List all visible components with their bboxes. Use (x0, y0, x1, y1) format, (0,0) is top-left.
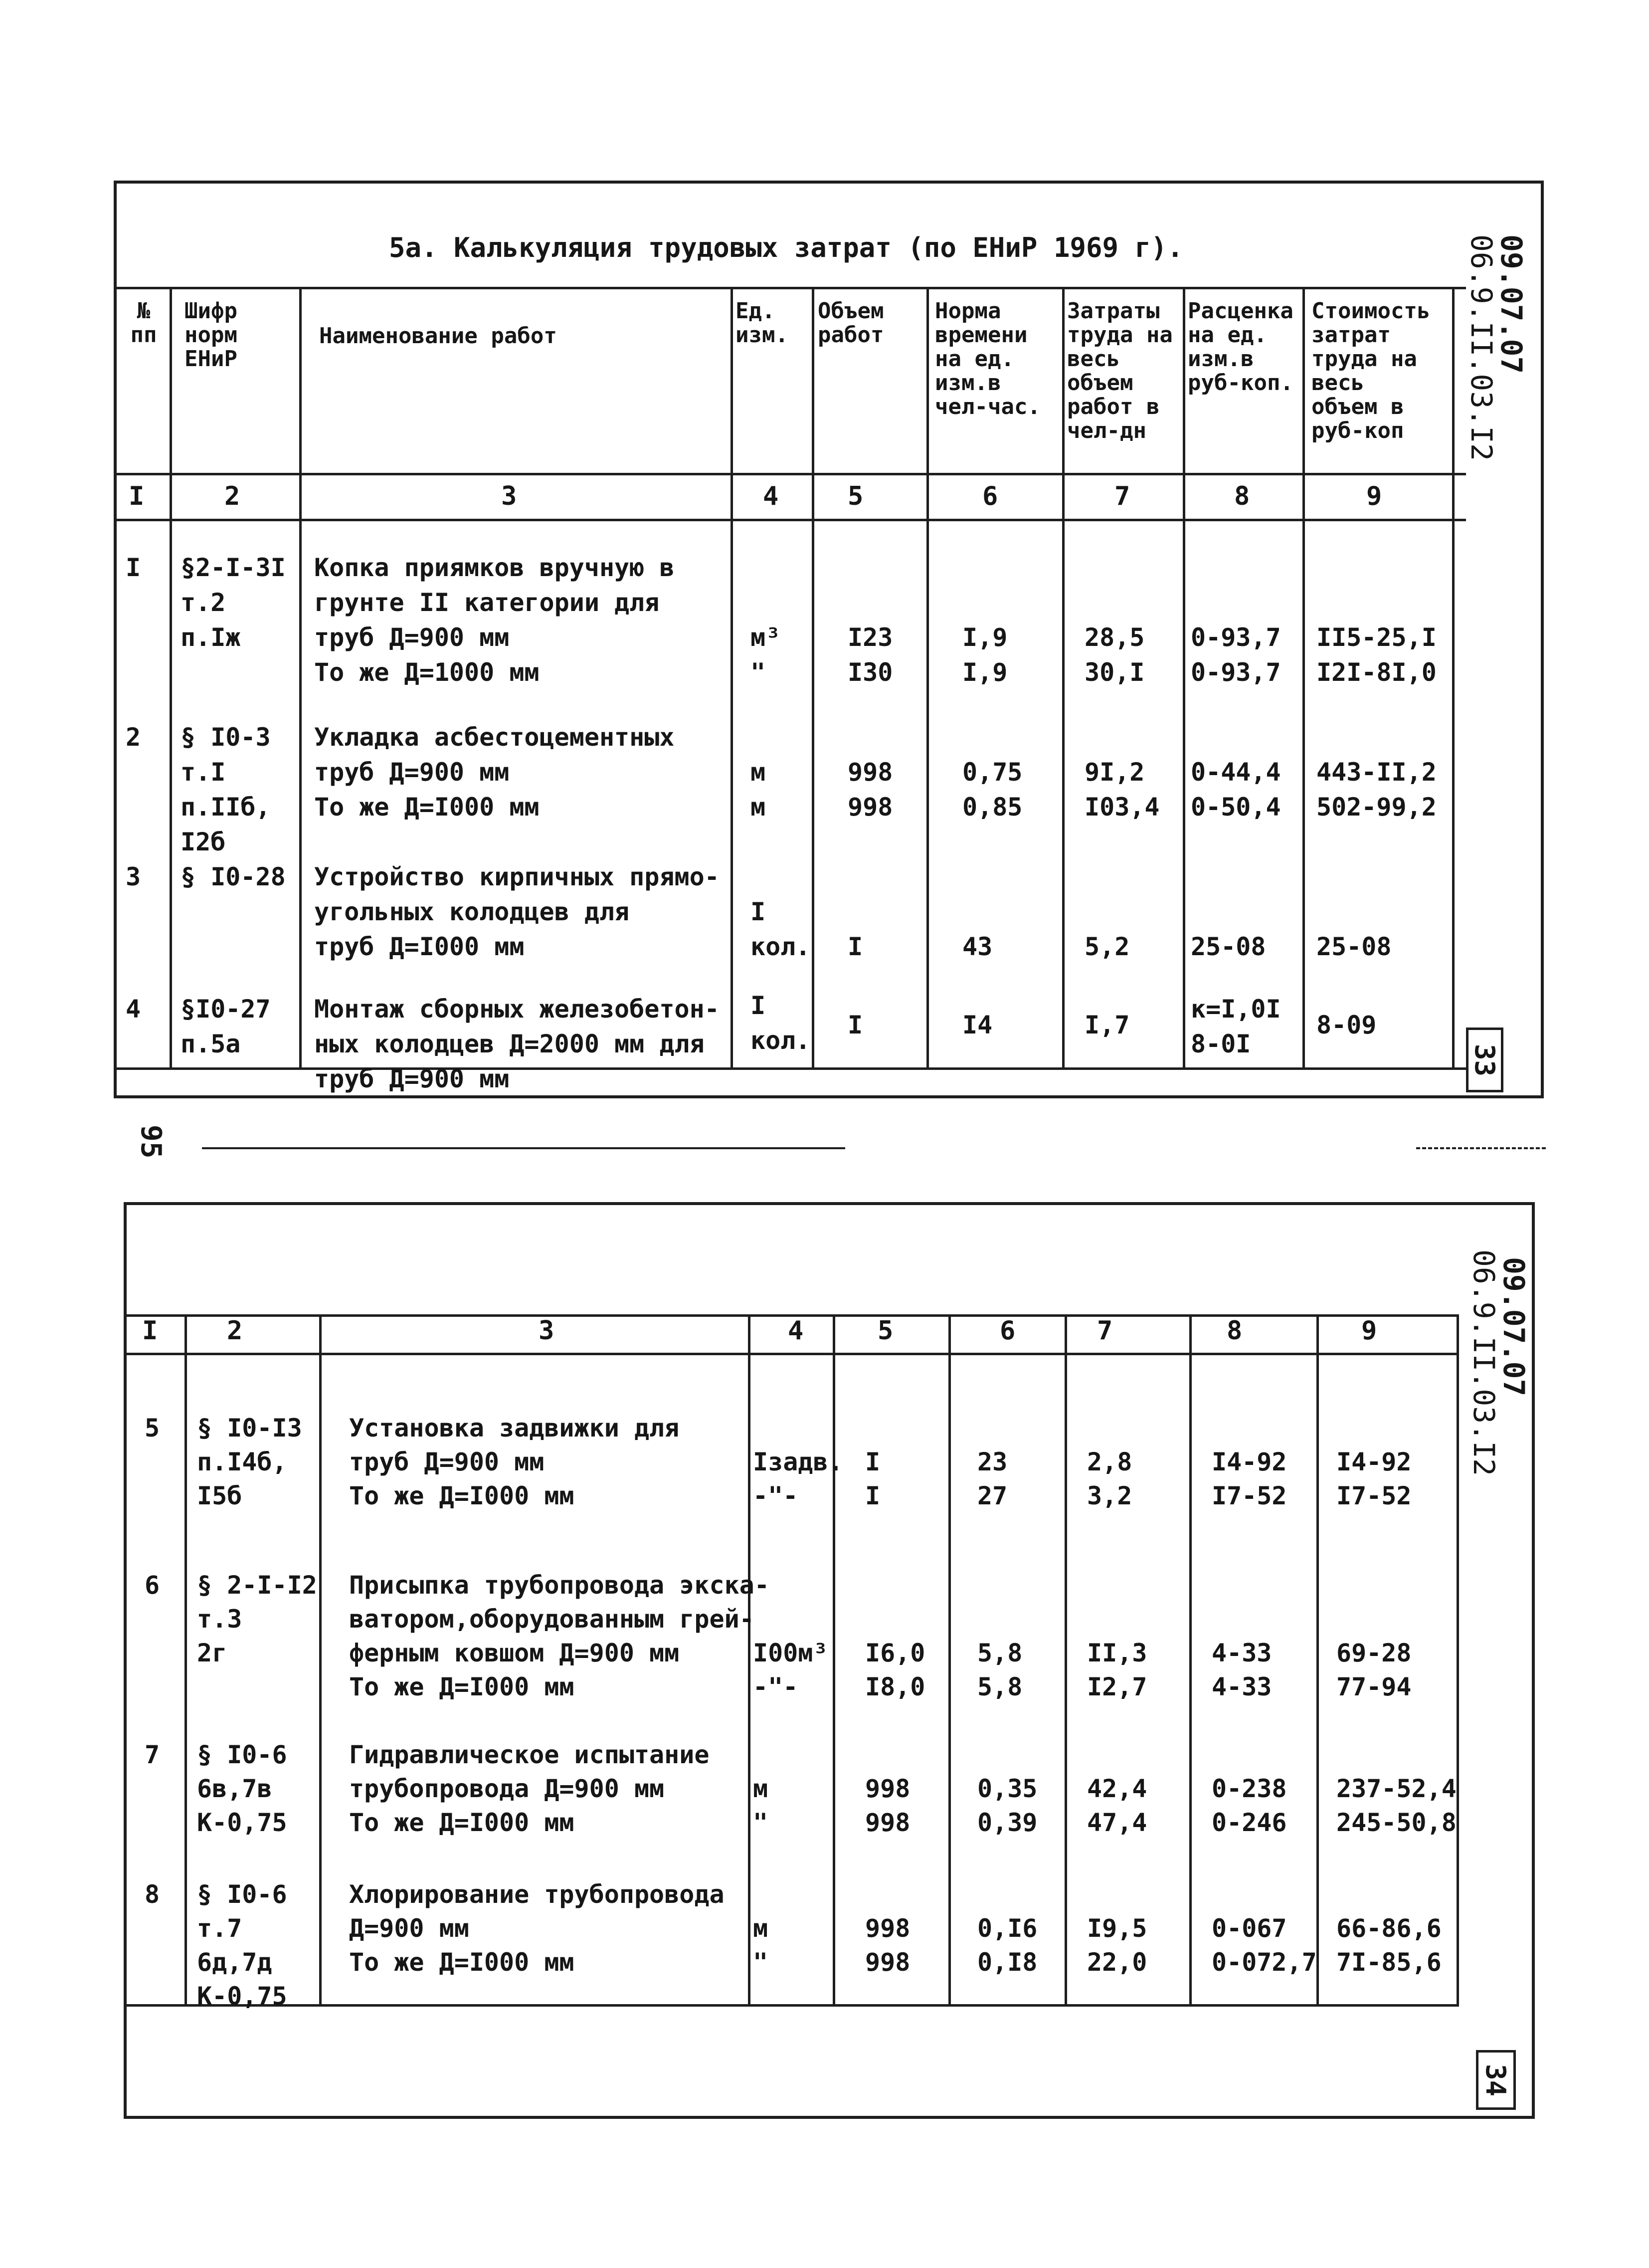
bottom-cell-vol: 998 (865, 1948, 911, 1977)
top-colnum-1: I (129, 481, 145, 511)
bottom-cell-unit: Iзадв. (753, 1447, 843, 1476)
bottom-cell-rate: 0-067 (1212, 1914, 1287, 1943)
bottom-colnum-1: I (142, 1316, 158, 1346)
bottom-cell-vol: I (865, 1481, 881, 1510)
top-colnum-8: 8 (1234, 481, 1250, 511)
bottom-cell-code: § I0-6 (197, 1880, 287, 1909)
top-cell-cost: 443-II,2 (1316, 758, 1437, 787)
bottom-side-code-1: 09.07.07 (1497, 1257, 1531, 1397)
bottom-cell-cost: 69-28 (1336, 1639, 1412, 1667)
bottom-cell-labor: 47,4 (1087, 1808, 1147, 1837)
top-cell-norm: I,9 (962, 658, 1008, 687)
top-colnum-rule (114, 519, 1466, 521)
top-colnum-7: 7 (1114, 481, 1130, 511)
top-header-name: Наименование работ (319, 323, 557, 349)
top-cell-vol: 998 (848, 758, 893, 787)
bottom-cell-unit: м (753, 1774, 768, 1803)
top-side-code-2: 06.9.II.03.I2 (1465, 234, 1498, 461)
bottom-colnum-7: 7 (1097, 1316, 1113, 1346)
top-cell-code: п.Iж (181, 623, 241, 652)
bottom-cell-rate: 0-238 (1212, 1774, 1287, 1803)
bottom-cell-code: § I0-I3 (197, 1414, 302, 1443)
top-cell-name: Монтаж сборных железобетон- (314, 995, 720, 1024)
top-cell-name: труб Д=900 мм (314, 1064, 510, 1093)
bottom-cell-rate: 4-33 (1212, 1639, 1272, 1667)
top-side-code-1: 09.07.07 (1494, 234, 1528, 374)
bottom-col-sep-6 (1065, 1314, 1067, 2004)
bottom-cell-labor: II,3 (1087, 1639, 1147, 1667)
bottom-cell-name: труб Д=900 мм (349, 1447, 545, 1476)
bottom-cell-name: Присыпка трубопровода экска- (349, 1571, 769, 1600)
bottom-cell-name: ватором,оборудованным грей- (349, 1605, 754, 1634)
top-cell-vol: I23 (848, 623, 893, 652)
top-cell-vol: I (848, 932, 863, 961)
bottom-cell-code: п.I4б, (197, 1447, 287, 1476)
top-col-sep-9 (1452, 287, 1455, 1067)
top-cell-code: §I0-27 (181, 995, 271, 1024)
bottom-cell-rate: 0-246 (1212, 1808, 1287, 1837)
top-header-cost: Стоимость затрат труда на весь объем в руб-коп (1311, 298, 1431, 443)
top-cell-rate: 0-50,4 (1191, 793, 1281, 822)
top-cell-vol: 998 (848, 793, 893, 822)
bottom-cell-labor: I9,5 (1087, 1914, 1147, 1943)
top-cell-unit: кол. (750, 932, 811, 961)
top-col-sep-8 (1302, 287, 1305, 1067)
top-cell-name: труб Д=900 мм (314, 623, 510, 652)
bottom-cell-norm: 5,8 (977, 1639, 1023, 1667)
bottom-cell-cost: I4-92 (1336, 1447, 1412, 1476)
top-cell-vol: I30 (848, 658, 893, 687)
top-col-sep-6 (1062, 287, 1065, 1067)
bottom-cell-norm: 27 (977, 1481, 1008, 1510)
bottom-cell-rate: 4-33 (1212, 1672, 1272, 1701)
bottom-cell-norm: 5,8 (977, 1672, 1023, 1701)
top-col-sep-4 (812, 287, 814, 1067)
top-header-labor: Затраты труда на весь объем работ в чел-дн (1067, 298, 1173, 443)
bottom-colnum-9: 9 (1361, 1316, 1377, 1346)
top-cell-norm: I,9 (962, 623, 1008, 652)
bottom-cell-name: ферным ковшом Д=900 мм (349, 1639, 680, 1667)
bottom-cell-code: § 2-I-I2 (197, 1571, 317, 1600)
bottom-colnum-8: 8 (1227, 1316, 1243, 1346)
bottom-cell-name: То же Д=I000 мм (349, 1672, 574, 1701)
top-cell-norm: 0,85 (962, 793, 1023, 822)
separator-line-right (1416, 1147, 1546, 1149)
bottom-cell-unit: I00м³ (753, 1639, 828, 1667)
bottom-cell-rate: I4-92 (1212, 1447, 1287, 1476)
bottom-cell-unit: " (753, 1808, 768, 1837)
bottom-cell-vol: I8,0 (865, 1672, 925, 1701)
top-colnum-4: 4 (763, 481, 779, 511)
bottom-cell-code: 6в,7в (197, 1774, 272, 1803)
bottom-col-sep-4 (833, 1314, 835, 2004)
top-cell-code: п.IIб, (181, 793, 271, 822)
bottom-cell-name: То же Д=I000 мм (349, 1481, 574, 1510)
top-cell-code: т.I (181, 758, 226, 787)
top-cell-name: труб Д=I000 мм (314, 932, 525, 961)
bottom-cell-labor: I2,7 (1087, 1672, 1147, 1701)
top-cell-cost: 25-08 (1316, 932, 1392, 961)
bottom-cell-rate: I7-52 (1212, 1481, 1287, 1510)
top-row-number: 4 (126, 995, 141, 1024)
bottom-cell-cost: 237-52,4 (1336, 1774, 1457, 1803)
bottom-cell-name: То же Д=I000 мм (349, 1948, 574, 1977)
top-cell-code: I2б (181, 827, 226, 856)
bottom-table-bottom-rule (124, 2004, 1459, 2007)
bottom-table-frame (124, 1202, 1535, 2119)
bottom-cell-name: Д=900 мм (349, 1914, 469, 1943)
bottom-col-sep-7 (1189, 1314, 1192, 2004)
top-row-number: 3 (126, 862, 141, 891)
bottom-cell-vol: I (865, 1447, 881, 1476)
top-cell-code: т.2 (181, 588, 226, 617)
top-cell-unit: I (750, 991, 766, 1020)
top-cell-norm: 0,75 (962, 758, 1023, 787)
top-cell-name: То же Д=I000 мм (314, 793, 540, 822)
top-cell-cost: 8-09 (1316, 1010, 1377, 1039)
top-cell-name: угольных колодцев для (314, 897, 630, 926)
top-row-number: I (126, 553, 141, 582)
bottom-cell-norm: 0,I6 (977, 1914, 1038, 1943)
top-col-sep-1 (170, 287, 172, 1067)
bottom-cell-name: Установка задвижки для (349, 1414, 680, 1443)
top-cell-code: § I0-3 (181, 723, 271, 752)
bottom-col-sep-8 (1316, 1314, 1319, 2004)
top-cell-cost: 502-99,2 (1316, 793, 1437, 822)
bottom-row-number: 6 (145, 1571, 160, 1600)
bottom-cell-unit: " (753, 1948, 768, 1977)
bottom-colnum-2: 2 (227, 1316, 243, 1346)
bottom-colnum-5: 5 (878, 1316, 894, 1346)
top-cell-code: § I0-28 (181, 862, 286, 891)
top-row-number: 2 (126, 723, 141, 752)
bottom-cell-cost: 77-94 (1336, 1672, 1412, 1701)
top-col-sep-5 (926, 287, 929, 1067)
top-cell-code: п.5а (181, 1030, 241, 1058)
top-colnum-5: 5 (848, 481, 864, 511)
bottom-cell-name: Гидравлическое испытание (349, 1740, 710, 1769)
top-cell-labor: 5,2 (1085, 932, 1130, 961)
top-colnum-2: 2 (224, 481, 240, 511)
top-page-number: 33 (1466, 1028, 1503, 1092)
top-cell-rate: 8-0I (1191, 1030, 1251, 1058)
bottom-cell-unit: -"- (753, 1481, 798, 1510)
bottom-col-sep-1 (184, 1314, 187, 2004)
bottom-col-sep-5 (948, 1314, 951, 2004)
top-cell-unit: м³ (750, 623, 781, 652)
page-label: 95 (135, 1125, 167, 1159)
bottom-cell-norm: 0,I8 (977, 1948, 1038, 1977)
bottom-cell-vol: 998 (865, 1808, 911, 1837)
bottom-cell-name: То же Д=I000 мм (349, 1808, 574, 1837)
top-cell-rate: 0-44,4 (1191, 758, 1281, 787)
top-header-volume: Объем работ (818, 298, 884, 348)
top-cell-unit: м (750, 758, 766, 787)
top-cell-name: Укладка асбестоцементных (314, 723, 675, 752)
bottom-col-sep-3 (748, 1314, 750, 2004)
top-cell-name: грунте II категории для (314, 588, 660, 617)
bottom-cell-rate: 0-072,7 (1212, 1948, 1317, 1977)
top-cell-unit: I (750, 897, 766, 926)
top-colnum-9: 9 (1366, 481, 1382, 511)
bottom-cell-vol: I6,0 (865, 1639, 925, 1667)
separator-line (202, 1147, 845, 1149)
top-cell-name: труб Д=900 мм (314, 758, 510, 787)
bottom-cell-labor: 22,0 (1087, 1948, 1147, 1977)
bottom-cell-cost: I7-52 (1336, 1481, 1412, 1510)
bottom-cell-norm: 23 (977, 1447, 1008, 1476)
top-cell-rate: к=I,0I (1191, 995, 1281, 1024)
top-header-code: Шифр норм ЕНиР (184, 298, 237, 372)
top-cell-labor: 30,I (1085, 658, 1145, 687)
bottom-colnum-3: 3 (539, 1316, 554, 1346)
bottom-cell-unit: м (753, 1914, 768, 1943)
top-cell-norm: 43 (962, 932, 993, 961)
top-cell-labor: 28,5 (1085, 623, 1145, 652)
top-col-sep-2 (299, 287, 302, 1067)
top-cell-labor: I03,4 (1085, 793, 1160, 822)
top-cell-rate: 25-08 (1191, 932, 1266, 961)
bottom-cell-cost: 66-86,6 (1336, 1914, 1442, 1943)
top-cell-labor: I,7 (1085, 1010, 1130, 1039)
top-header-bottom-rule (114, 473, 1466, 475)
bottom-cell-name: трубопровода Д=900 мм (349, 1774, 665, 1803)
top-table-title: 5а. Калькуляция трудовых затрат (по ЕНиР 1969 г). (389, 232, 1184, 263)
bottom-cell-labor: 2,8 (1087, 1447, 1132, 1476)
top-cell-name: То же Д=1000 мм (314, 658, 540, 687)
top-cell-norm: I4 (962, 1010, 993, 1039)
bottom-cell-labor: 3,2 (1087, 1481, 1132, 1510)
top-colnum-3: 3 (501, 481, 517, 511)
top-cell-cost: II5-25,I (1316, 623, 1437, 652)
top-cell-rate: 0-93,7 (1191, 658, 1281, 687)
bottom-page-number: 34 (1476, 2050, 1516, 2110)
bottom-row-number: 7 (145, 1740, 160, 1769)
bottom-cell-norm: 0,35 (977, 1774, 1038, 1803)
bottom-cell-labor: 42,4 (1087, 1774, 1147, 1803)
bottom-row-number: 5 (145, 1414, 160, 1443)
bottom-cell-vol: 998 (865, 1914, 911, 1943)
top-cell-name: Устройство кирпичных прямо- (314, 862, 720, 891)
bottom-colnum-rule (124, 1353, 1459, 1355)
bottom-cell-code: К-0,75 (197, 1982, 287, 2011)
top-cell-unit: м (750, 793, 766, 822)
bottom-cell-code: К-0,75 (197, 1808, 287, 1837)
top-col-sep-7 (1183, 287, 1185, 1067)
bottom-cell-cost: 245-50,8 (1336, 1808, 1457, 1837)
bottom-col-sep-2 (319, 1314, 322, 2004)
top-cell-code: §2-I-3I (181, 553, 286, 582)
top-header-num: № пп (130, 298, 157, 348)
top-cell-cost: I2I-8I,0 (1316, 658, 1437, 687)
bottom-colnum-4: 4 (788, 1316, 804, 1346)
bottom-row-number: 8 (145, 1880, 160, 1909)
top-col-sep-3 (731, 287, 733, 1067)
top-header-time-norm: Норма времени на ед. изм.в чел-час. (935, 298, 1041, 419)
bottom-cell-name: Хлорирование трубопровода (349, 1880, 725, 1909)
bottom-table-right-rule (1457, 1314, 1459, 2005)
bottom-cell-code: § I0-6 (197, 1740, 287, 1769)
bottom-cell-code: т.3 (197, 1605, 242, 1634)
bottom-cell-code: I5б (197, 1481, 242, 1510)
bottom-cell-vol: 998 (865, 1774, 911, 1803)
top-cell-labor: 9I,2 (1085, 758, 1145, 787)
top-cell-unit: кол. (750, 1026, 811, 1055)
top-cell-unit: " (750, 658, 766, 687)
bottom-cell-code: 6д,7д (197, 1948, 272, 1977)
bottom-cell-code: т.7 (197, 1914, 242, 1943)
top-header-rate: Расценка на ед. изм.в руб-коп. (1188, 298, 1293, 396)
top-cell-name: ных колодцев Д=2000 мм для (314, 1030, 705, 1058)
bottom-cell-unit: -"- (753, 1672, 798, 1701)
top-cell-vol: I (848, 1010, 863, 1039)
bottom-colnum-6: 6 (1000, 1316, 1016, 1346)
bottom-cell-norm: 0,39 (977, 1808, 1038, 1837)
bottom-cell-code: 2г (197, 1639, 227, 1667)
top-cell-name: Копка приямков вручную в (314, 553, 675, 582)
bottom-side-code-2: 06.9.II.03.I2 (1467, 1249, 1501, 1476)
top-header-unit: Ед. изм. (735, 298, 788, 348)
bottom-cell-cost: 7I-85,6 (1336, 1948, 1442, 1977)
top-header-top-rule (114, 287, 1466, 289)
top-colnum-6: 6 (982, 481, 998, 511)
top-cell-rate: 0-93,7 (1191, 623, 1281, 652)
